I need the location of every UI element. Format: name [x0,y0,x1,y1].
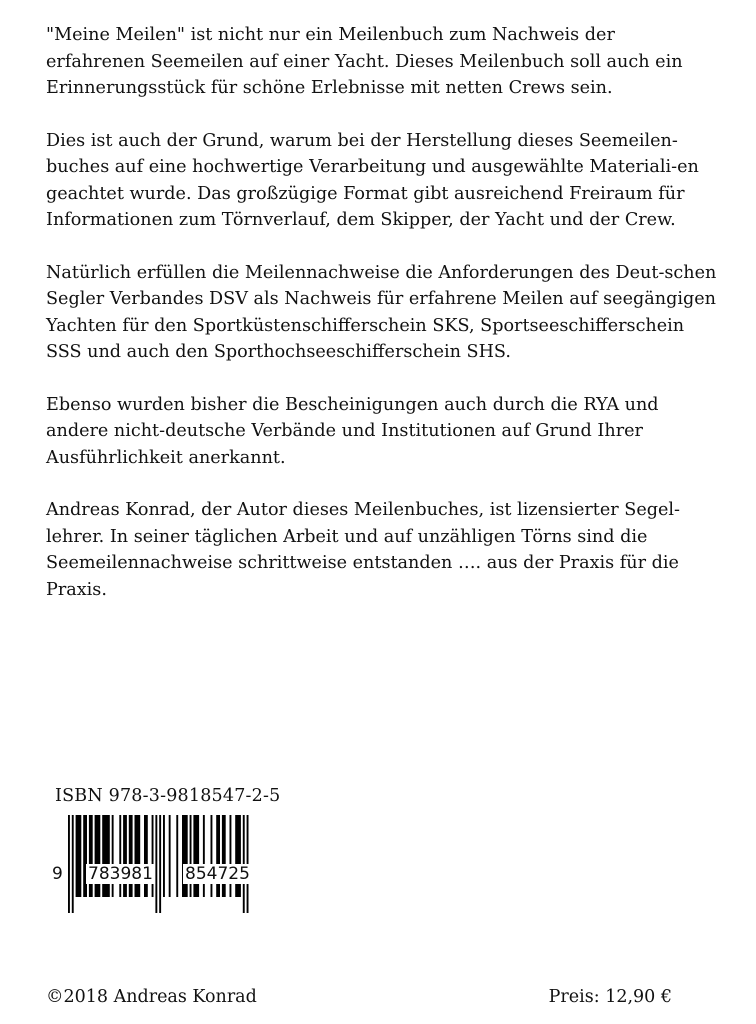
barcode-bar [144,815,148,897]
barcode-bar [193,815,199,897]
barcode-bar [119,815,121,897]
barcode-bar [102,815,110,897]
barcode-bar [89,815,93,897]
barcode-bar [163,815,165,897]
barcode-bar [190,815,192,897]
barcode-bar [129,815,133,897]
barcode-bar [169,815,171,897]
barcode-bar [222,815,226,897]
barcode-bar [182,815,188,897]
isbn-label: ISBN 978-3-9818547-2-5 [55,786,281,806]
copyright-text: ©2018 Andreas Konrad [46,987,257,1007]
barcode-bar [135,815,141,897]
paragraph-quality: Dies ist auch der Grund, warum bei der Herstellung dieses Seemeilen-buches auf eine hochwertige Verarbeitung und ausgewählte Materiali-en geachtet wurde. Das großzügige Format gibt ausreichend Freiraum für Informationen zum Törnverlauf, dem Skipper, der Yacht und der Crew. [46,130,699,230]
barcode-bar [203,815,205,897]
barcode-bar [230,815,232,897]
barcode-bar [216,815,220,897]
barcode-digit-first: 9 [52,864,63,884]
barcode-bar [176,815,178,897]
barcode-bar [123,815,127,897]
paragraph-author: Andreas Konrad, der Autor dieses Meilenbuches, ist lizensierter Segel-lehrer. In seiner täglichen Arbeit und auf unzähligen Törns sind die Seemeilennachweise schrittweise entstanden …. aus der Praxis für die Praxis. [46,500,681,600]
paragraph-intro: "Meine Meilen" ist nicht nur ein Meilenbuch zum Nachweis der erfahrenen Seemeilen auf einer Yacht. Dieses Meilenbuch soll auch ein Erinnerungsstück für schöne Erlebnisse mit netten Crews sein. [46,25,683,98]
barcode-digits-right: 854725 [185,864,250,884]
barcode-bar [76,815,82,897]
barcode-bar [72,815,74,913]
barcode-digits-left: 783981 [88,864,153,884]
barcode-bar [83,815,87,897]
barcode-bar [159,815,161,913]
barcode-bar [68,815,70,913]
barcode-bar [211,815,213,897]
barcode-bar [152,815,154,897]
paragraph-recognition: Ebenso wurden bisher die Bescheinigungen auch durch die RYA und andere nicht-deutsche Verbände und Institutionen auf Grund Ihrer Ausführlichkeit anerkannt. [46,394,659,468]
barcode-bar [112,815,114,897]
paragraph-requirements: Natürlich erfüllen die Meilennachweise die Anforderungen des Deut-schen Segler Verbandes DSV als Nachweis für erfahrene Meilen auf seegängigen Yachten für den Sportküstenschifferschein SKS, Sportseeschifferschein SSS und auch den Sporthochseeschifferschein SHS. [46,262,717,362]
description-text [46,22,718,629]
barcode-bar [95,815,101,897]
barcode-bar [235,815,241,897]
barcode-bar [155,815,157,913]
price-text: Preis: 12,90 € [548,987,672,1007]
